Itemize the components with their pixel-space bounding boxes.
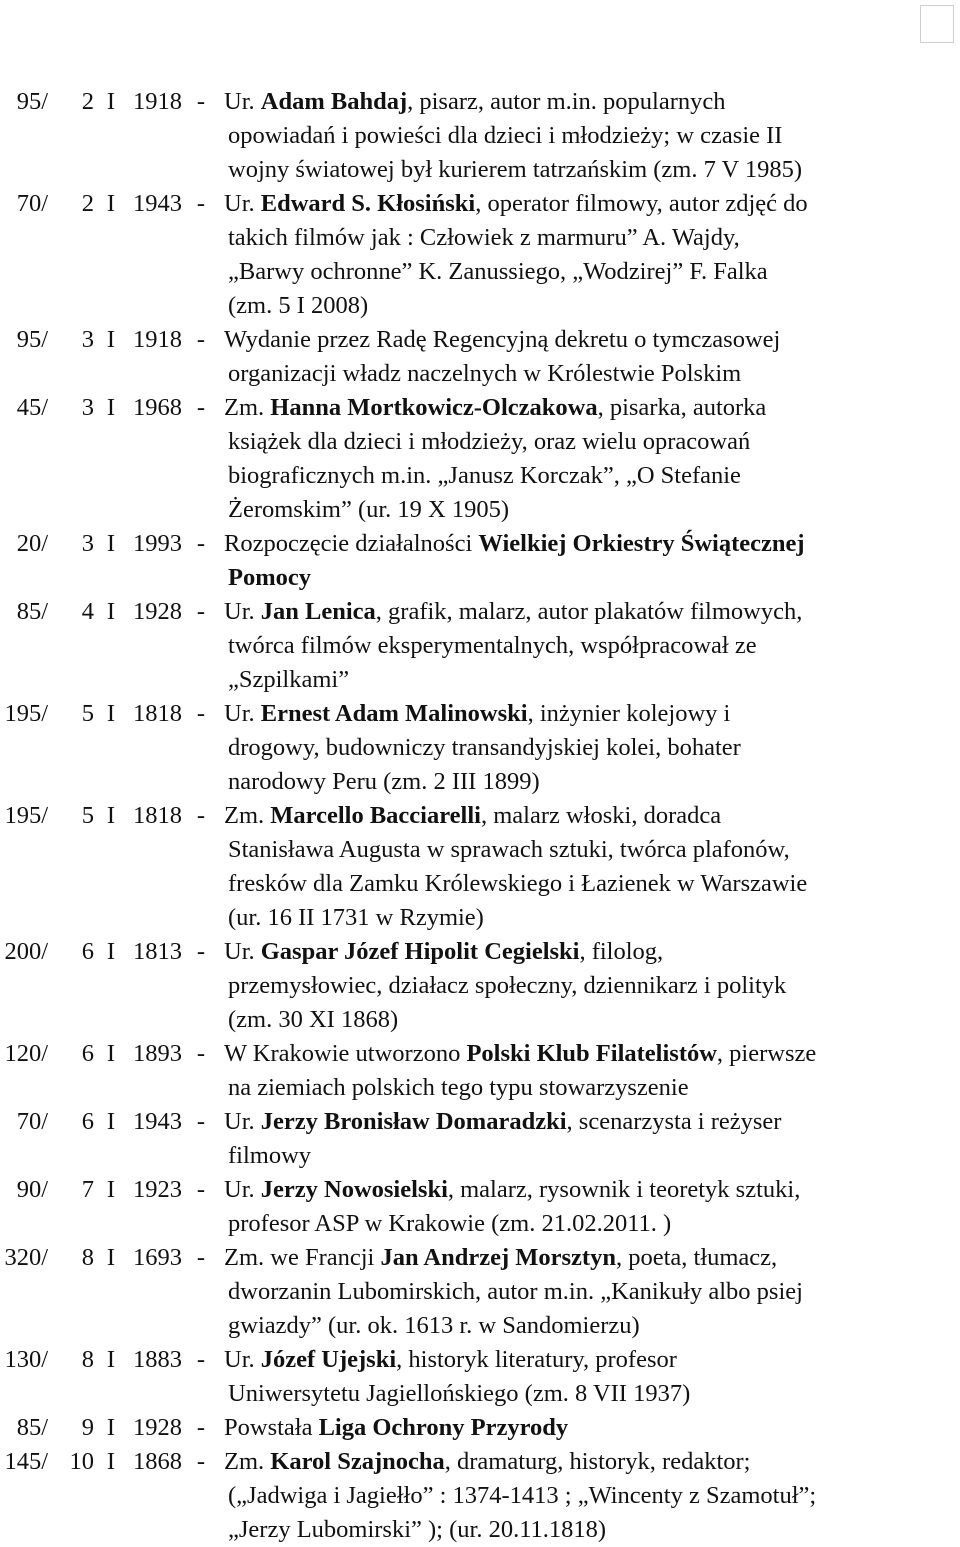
entry-dash: -: [196, 1346, 206, 1373]
entry-year: 1928: [133, 1414, 182, 1441]
entry-text: „Szpilkami”: [228, 666, 350, 693]
entry-line: [224, 731, 952, 765]
entry-name-bold: Jan Lenica: [260, 598, 376, 625]
entry-text: (ur. 16 II 1731 w Rzymie): [228, 904, 484, 931]
entry-line: [224, 1207, 952, 1241]
entry-name-bold: Gaspar Józef Hipolit Cegielski: [260, 938, 580, 965]
anniversary-number: 195/: [4, 802, 48, 829]
entry-dash: -: [196, 598, 206, 625]
entry-year: 1943: [133, 190, 182, 217]
entry-name-bold: Edward S. Kłosiński: [260, 190, 476, 217]
calendar-entry: [0, 1343, 960, 1411]
entry-text: Powstała: [224, 1414, 319, 1441]
entry-day: 5: [81, 802, 94, 829]
entry-dash: -: [196, 802, 206, 829]
entry-line: [224, 1343, 952, 1377]
entry-line: [224, 1309, 952, 1343]
entry-text: opowiadań i powieści dla dzieci i młodzieży; w czasie II: [228, 122, 783, 149]
entry-year: 1918: [133, 88, 182, 115]
calendar-entry: [0, 1173, 960, 1241]
entry-text: twórca filmów eksperymentalnych, współpracował ze: [228, 632, 757, 659]
entry-text: Uniwersytetu Jagiellońskiego (zm. 8 VII 1937): [228, 1380, 691, 1407]
entry-dash: -: [196, 1176, 206, 1203]
corner-box: [920, 5, 954, 43]
entry-dash: -: [196, 1040, 206, 1067]
entry-name-bold: Wielkiej Orkiestry Świątecznej: [478, 530, 805, 557]
entry-line: [224, 357, 952, 391]
entry-text: drogowy, budowniczy transandyjskiej kolei, bohater: [228, 734, 741, 761]
entry-month: I: [106, 530, 116, 557]
entry-text: dworzanin Lubomirskich, autor m.in. „Kanikuły albo psiej: [228, 1278, 803, 1305]
entry-day: 3: [81, 530, 94, 557]
entry-dash: -: [196, 700, 206, 727]
entry-dash: -: [196, 190, 206, 217]
entry-month: I: [106, 190, 116, 217]
entry-month: I: [106, 802, 116, 829]
entry-name-bold: Ernest Adam Malinowski: [260, 700, 528, 727]
entry-text: książek dla dzieci i młodzieży, oraz wielu opracowań: [228, 428, 751, 455]
entry-line: [224, 1377, 952, 1411]
anniversary-number: 70/: [16, 190, 48, 217]
entry-text: , pisarz, autor m.in. popularnych: [407, 88, 726, 115]
entry-line: [224, 1513, 952, 1547]
entry-description: [220, 187, 960, 323]
entry-day: 2: [81, 88, 94, 115]
anniversary-number: 70/: [16, 1108, 48, 1135]
entry-description: [220, 697, 960, 799]
entry-line: [224, 969, 952, 1003]
entry-day: 3: [81, 326, 94, 353]
entry-text: Ur.: [224, 700, 261, 727]
entry-description: [220, 1105, 960, 1173]
entry-day: 2: [81, 190, 94, 217]
calendar-entry: [0, 85, 960, 187]
entry-line: [224, 187, 952, 221]
entry-text: takich filmów jak : Człowiek z marmuru” A. Wajdy,: [228, 224, 740, 251]
entry-month: I: [106, 88, 116, 115]
entry-name-bold: Marcello Bacciarelli: [270, 802, 481, 829]
entry-day: 3: [81, 394, 94, 421]
entry-day: 5: [81, 700, 94, 727]
entry-text: Żeromskim” (ur. 19 X 1905): [228, 496, 510, 523]
entry-year: 1918: [133, 326, 182, 353]
anniversary-number: 95/: [16, 88, 48, 115]
entry-line: [224, 527, 952, 561]
entry-line: [224, 493, 952, 527]
entry-text: Ur.: [224, 1346, 261, 1373]
entry-dash: -: [196, 88, 206, 115]
entry-year: 1928: [133, 598, 182, 625]
entry-text: , scenarzysta i reżyser: [566, 1108, 782, 1135]
entry-text: Zm.: [224, 802, 271, 829]
entry-day: 10: [69, 1448, 94, 1475]
entry-dash: -: [196, 938, 206, 965]
entry-text: , pisarka, autorka: [597, 394, 767, 421]
entry-month: I: [106, 326, 116, 353]
entry-line: [224, 459, 952, 493]
entry-text: Ur.: [224, 598, 261, 625]
entry-text: , operator filmowy, autor zdjęć do: [475, 190, 808, 217]
entry-line: [224, 867, 952, 901]
entry-text: Wydanie przez Radę Regencyjną dekretu o tymczasowej: [224, 326, 781, 353]
calendar-entry: [0, 1411, 960, 1445]
entry-description: [220, 1173, 960, 1241]
entry-line: [224, 561, 952, 595]
entry-text: „Barwy ochronne” K. Zanussiego, „Wodzirej” F. Falka: [228, 258, 768, 285]
entry-day: 8: [81, 1244, 94, 1271]
entry-text: , inżynier kolejowy i: [527, 700, 731, 727]
entry-line: [224, 697, 952, 731]
anniversary-number: 85/: [16, 598, 48, 625]
calendar-entry: [0, 697, 960, 799]
entry-text: Ur.: [224, 88, 261, 115]
entry-line: [224, 629, 952, 663]
entry-month: I: [106, 598, 116, 625]
entry-text: Ur.: [224, 1176, 261, 1203]
entry-description: [220, 799, 960, 935]
anniversary-number: 320/: [4, 1244, 48, 1271]
entry-line: [224, 1037, 952, 1071]
entry-text: Zm. we Francji: [224, 1244, 381, 1271]
entry-text: , grafik, malarz, autor plakatów filmowych,: [375, 598, 803, 625]
entry-line: [224, 1411, 952, 1445]
entry-day: 6: [81, 1040, 94, 1067]
entry-description: [220, 1037, 960, 1105]
entry-month: I: [106, 1040, 116, 1067]
calendar-entry: [0, 391, 960, 527]
entry-text: wojny światowej był kurierem tatrzańskim (zm. 7 V 1985): [228, 156, 803, 183]
entry-line: [224, 901, 952, 935]
entry-description: [220, 1241, 960, 1343]
entry-line: [224, 1139, 952, 1173]
entry-month: I: [106, 1346, 116, 1373]
entry-day: 8: [81, 1346, 94, 1373]
entry-year: 1818: [133, 700, 182, 727]
entry-text: fresków dla Zamku Królewskiego i Łazienek w Warszawie: [228, 870, 808, 897]
entry-text: Stanisława Augusta w sprawach sztuki, twórca plafonów,: [228, 836, 790, 863]
entry-line: [224, 1241, 952, 1275]
document-body: [0, 85, 960, 1547]
entry-text: , historyk literatury, profesor: [396, 1346, 677, 1373]
entry-line: [224, 1275, 952, 1309]
calendar-entry: [0, 527, 960, 595]
entry-dash: -: [196, 326, 206, 353]
entry-text: na ziemiach polskich tego typu stowarzyszenie: [228, 1074, 689, 1101]
calendar-entry: [0, 1445, 960, 1547]
entry-year: 1813: [133, 938, 182, 965]
entry-text: , malarz włoski, doradca: [480, 802, 722, 829]
entry-month: I: [106, 1176, 116, 1203]
entry-text: Zm.: [224, 1448, 271, 1475]
anniversary-number: 45/: [16, 394, 48, 421]
entry-name-bold: Hanna Mortkowicz-Olczakowa: [270, 394, 598, 421]
anniversary-number: 200/: [4, 938, 48, 965]
entry-text: „Jerzy Lubomirski” ); (ur. 20.11.1818): [228, 1516, 607, 1543]
entry-description: [220, 85, 960, 187]
calendar-entry: [0, 799, 960, 935]
entry-line: [224, 391, 952, 425]
entry-text: organizacji władz naczelnych w Królestwie Polskim: [228, 360, 742, 387]
entry-line: [224, 935, 952, 969]
entry-month: I: [106, 1448, 116, 1475]
entry-text: (zm. 30 XI 1868): [228, 1006, 399, 1033]
entry-line: [224, 1105, 952, 1139]
anniversary-number: 120/: [4, 1040, 48, 1067]
entry-day: 7: [81, 1176, 94, 1203]
entry-line: [224, 765, 952, 799]
entry-dash: -: [196, 1244, 206, 1271]
entry-text: Ur.: [224, 938, 261, 965]
entry-text: narodowy Peru (zm. 2 III 1899): [228, 768, 540, 795]
entry-description: [220, 323, 960, 391]
entry-line: [224, 595, 952, 629]
entry-name-bold: Pomocy: [228, 564, 311, 591]
entry-year: 1893: [133, 1040, 182, 1067]
entry-text: Rozpoczęcie działalności: [224, 530, 479, 557]
entry-year: 1868: [133, 1448, 182, 1475]
entry-year: 1968: [133, 394, 182, 421]
entry-name-bold: Jerzy Bronisław Domaradzki: [260, 1108, 567, 1135]
entry-text: („Jadwiga i Jagiełło” : 1374-1413 ; „Wincenty z Szamotuł”;: [228, 1482, 817, 1509]
calendar-entry: [0, 1241, 960, 1343]
entry-month: I: [106, 938, 116, 965]
entry-line: [224, 289, 952, 323]
calendar-entry: [0, 1037, 960, 1105]
entry-text: , malarz, rysownik i teoretyk sztuki,: [447, 1176, 801, 1203]
entry-text: profesor ASP w Krakowie (zm. 21.02.2011. ): [228, 1210, 672, 1237]
entry-month: I: [106, 1244, 116, 1271]
entry-line: [224, 85, 952, 119]
calendar-entry: [0, 595, 960, 697]
entry-line: [224, 153, 952, 187]
entry-line: [224, 119, 952, 153]
calendar-entry: [0, 323, 960, 391]
entry-day: 9: [81, 1414, 94, 1441]
entry-line: [224, 255, 952, 289]
entry-description: [220, 391, 960, 527]
entry-line: [224, 221, 952, 255]
calendar-entry: [0, 935, 960, 1037]
entry-line: [224, 1479, 952, 1513]
entry-month: I: [106, 1108, 116, 1135]
anniversary-number: 95/: [16, 326, 48, 353]
entry-text: , filolog,: [579, 938, 664, 965]
entry-day: 6: [81, 1108, 94, 1135]
entry-text: Ur.: [224, 1108, 261, 1135]
entry-dash: -: [196, 394, 206, 421]
entry-name-bold: Adam Bahdaj: [260, 88, 408, 115]
entry-line: [224, 1003, 952, 1037]
entry-year: 1818: [133, 802, 182, 829]
calendar-entry: [0, 1105, 960, 1173]
anniversary-number: 90/: [16, 1176, 48, 1203]
entry-description: [220, 595, 960, 697]
entry-description: [220, 1343, 960, 1411]
entry-description: [220, 527, 960, 595]
anniversary-number: 85/: [16, 1414, 48, 1441]
entry-text: , dramaturg, historyk, redaktor;: [444, 1448, 751, 1475]
entry-line: [224, 425, 952, 459]
entry-year: 1883: [133, 1346, 182, 1373]
entry-text: przemysłowiec, działacz społeczny, dziennikarz i polityk: [228, 972, 787, 999]
entry-text: (zm. 5 I 2008): [228, 292, 369, 319]
anniversary-number: 130/: [4, 1346, 48, 1373]
entry-text: , pierwsze: [716, 1040, 817, 1067]
anniversary-number: 145/: [4, 1448, 48, 1475]
entry-line: [224, 1173, 952, 1207]
entry-name-bold: Polski Klub Filatelistów: [466, 1040, 717, 1067]
entry-year: 1993: [133, 530, 182, 557]
entry-text: gwiazdy” (ur. ok. 1613 r. w Sandomierzu): [228, 1312, 640, 1339]
entry-name-bold: Jan Andrzej Morsztyn: [380, 1244, 616, 1271]
entry-dash: -: [196, 530, 206, 557]
entry-day: 6: [81, 938, 94, 965]
entry-text: W Krakowie utworzono: [224, 1040, 467, 1067]
entry-name-bold: Liga Ochrony Przyrody: [318, 1414, 569, 1441]
entry-month: I: [106, 394, 116, 421]
entry-name-bold: Jerzy Nowosielski: [260, 1176, 448, 1203]
entry-name-bold: Karol Szajnocha: [270, 1448, 445, 1475]
entry-dash: -: [196, 1414, 206, 1441]
entry-month: I: [106, 1414, 116, 1441]
entry-year: 1943: [133, 1108, 182, 1135]
entry-line: [224, 663, 952, 697]
anniversary-number: 20/: [16, 530, 48, 557]
entry-description: [220, 1411, 960, 1445]
entry-text: biograficznych m.in. „Janusz Korczak”, „O Stefanie: [228, 462, 741, 489]
entry-text: Zm.: [224, 394, 271, 421]
entry-description: [220, 935, 960, 1037]
anniversary-number: 195/: [4, 700, 48, 727]
entry-line: [224, 1445, 952, 1479]
entry-description: [220, 1445, 960, 1547]
entry-line: [224, 833, 952, 867]
calendar-entry: [0, 187, 960, 323]
entry-text: filmowy: [228, 1142, 312, 1169]
entry-month: I: [106, 700, 116, 727]
entry-line: [224, 1071, 952, 1105]
entry-name-bold: Józef Ujejski: [260, 1346, 397, 1373]
entry-day: 4: [81, 598, 94, 625]
entry-line: [224, 799, 952, 833]
entry-line: [224, 323, 952, 357]
entry-year: 1693: [133, 1244, 182, 1271]
entry-text: , poeta, tłumacz,: [615, 1244, 778, 1271]
entry-dash: -: [196, 1448, 206, 1475]
entry-text: Ur.: [224, 190, 261, 217]
entry-dash: -: [196, 1108, 206, 1135]
entry-year: 1923: [133, 1176, 182, 1203]
